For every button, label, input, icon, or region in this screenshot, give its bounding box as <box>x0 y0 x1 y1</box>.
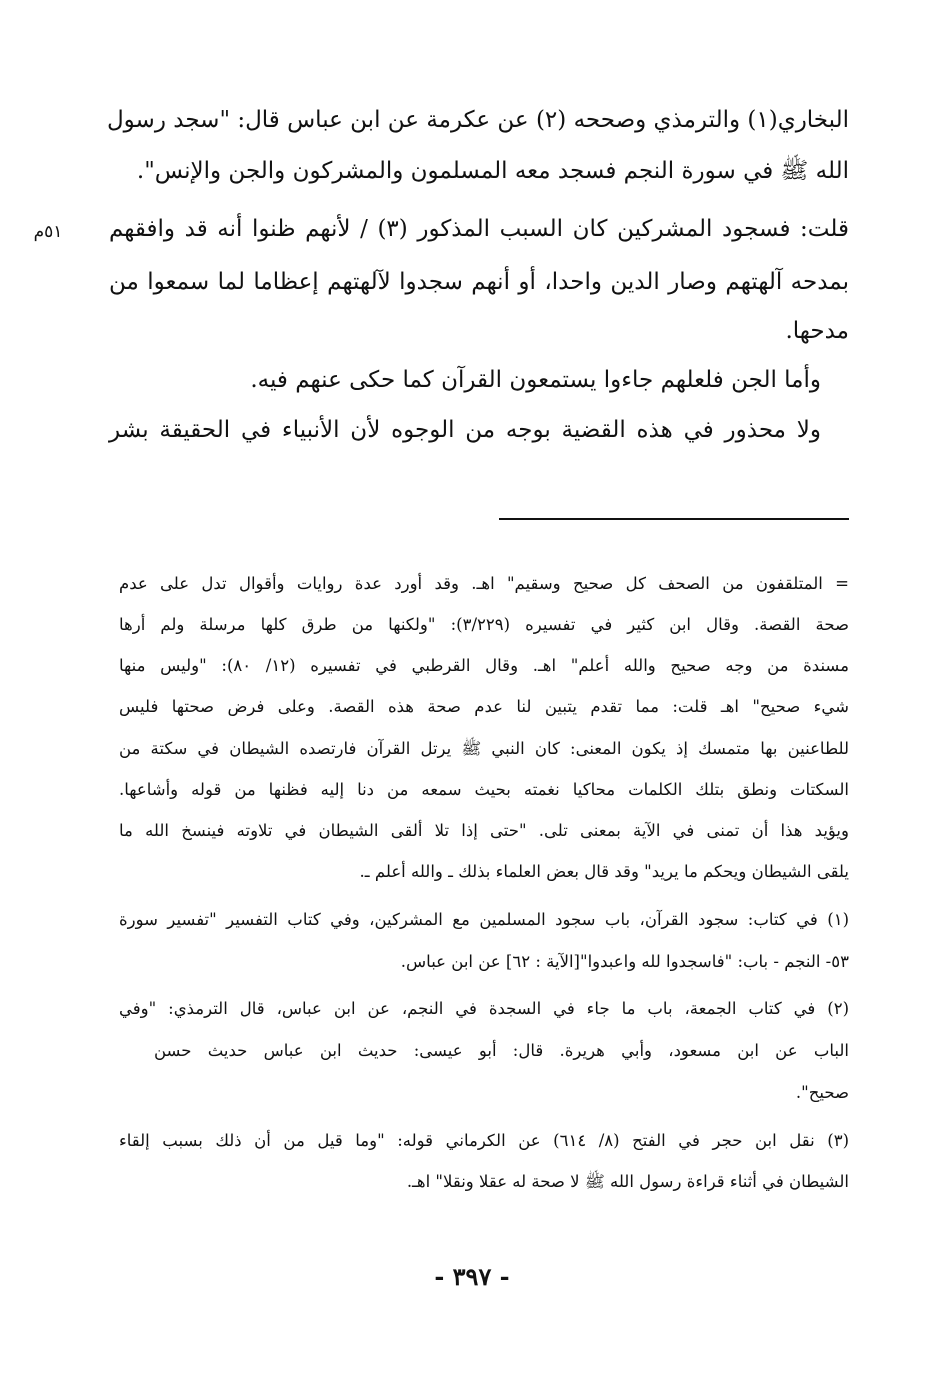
main-paragraph-line: قلت: فسجود المشركين كان السبب المذكور (٣) / لأنهم ظنوا أنه قد وافقهم <box>109 216 849 242</box>
main-paragraph-line: الله ﷺ في سورة النجم فسجد معه المسلمون والمشركون والجن والإنس". <box>136 158 849 184</box>
footnote-2-line: (٢) في كتاب الجمعة، باب ما جاء في السجدة في النجم، عن ابن عباس، قال الترمذي: "وفي <box>119 999 849 1018</box>
main-paragraph-line: ولا محذور في هذه القضية بوجه من الوجوه لأن الأنبياء في الحقيقة بشر <box>109 417 821 443</box>
footnote-2-line: صحيح". <box>795 1083 849 1102</box>
margin-page-reference: ٥١م <box>33 222 63 242</box>
footnote-3-line: الشيطان في أثناء قراءة رسول الله ﷺ لا صحة له عقلا ونقلا" اهـ. <box>406 1172 849 1191</box>
footnote-continuation-line: للطاعنين بها متمسك إذ يكون المعنى: كان النبي ﷺ يرتل القرآن فارتصده الشيطان في سكتة من <box>119 739 849 758</box>
footnote-continuation-line: السكتات ونطق بتلك الكلمات محاكيا نغمته بحيث سمعه من دنا إليه فظنها من قوله وأشاعها. <box>119 780 849 799</box>
footnote-3-line: (٣) نقل ابن حجر في الفتح (٨/ ٦١٤) عن الكرماني قوله: "وما قيل من أن ذلك بسبب إلقاء <box>119 1131 849 1150</box>
footnote-continuation-line: شيء صحيح" اهـ قلت: مما تقدم يتبين لنا عدم صحة هذه القصة. وعلى فرض صحتها فليس <box>119 697 849 716</box>
footnote-separator <box>499 518 849 520</box>
main-paragraph-line: وأما الجن فلعلهم جاءوا يستمعون القرآن كما حكى عنهم فيه. <box>250 367 821 393</box>
main-paragraph-line: بمدحه آلهتهم وصار الدين واحدا، أو أنهم سجدوا لآلهتهم إعظاما لما سمعوا من <box>109 269 849 295</box>
footnote-continuation-line: = المتلقفون من الصحف كل صحيح وسقيم" اهـ. وقد أورد عدة روايات وأقوال تدل على عدم <box>119 574 849 593</box>
footnote-1-line: ٥٣- النجم - باب: "فاسجدوا لله واعبدوا"[الآية : ٦٢] عن ابن عباس. <box>400 952 849 971</box>
footnote-2-line: الباب عن ابن مسعود، وأبي هريرة. قال: أبو عيسى: حديث ابن عباس حديث حسن <box>154 1041 849 1060</box>
footnote-continuation-line: مسندة من وجه صحيح والله أعلم" اهـ. وقال القرطبي في تفسيره (١٢/ ٨٠): "وليس منها <box>119 656 849 675</box>
main-paragraph-line: مدحها. <box>785 318 849 344</box>
footnote-continuation-line: صحة القصة. وقال ابن كثير في تفسيره (٣/٢٢٩): "ولكنها من طرق كلها مرسلة ولم أرها <box>119 615 849 634</box>
footnote-1-line: (١) في كتاب: سجود القرآن، باب سجود المسلمين مع المشركين، وفي كتاب التفسير "تفسير سورة <box>119 910 849 929</box>
footnote-continuation-line: يلقى الشيطان ويحكم ما يريد" وقد قال بعض العلماء بذلك ـ والله أعلم ـ. <box>359 862 849 881</box>
page-number: - ٣٩٧ - <box>434 1262 510 1291</box>
main-paragraph-line: البخاري(١) والترمذي وصححه (٢) عن عكرمة عن ابن عباس قال: "سجد رسول <box>106 107 849 133</box>
footnote-continuation-line: ويؤيد هذا أن تمنى في الآية بمعنى تلى. "حتى إذا تلا ألقى الشيطان في تلاوته فينسخ الله ما <box>119 821 849 840</box>
